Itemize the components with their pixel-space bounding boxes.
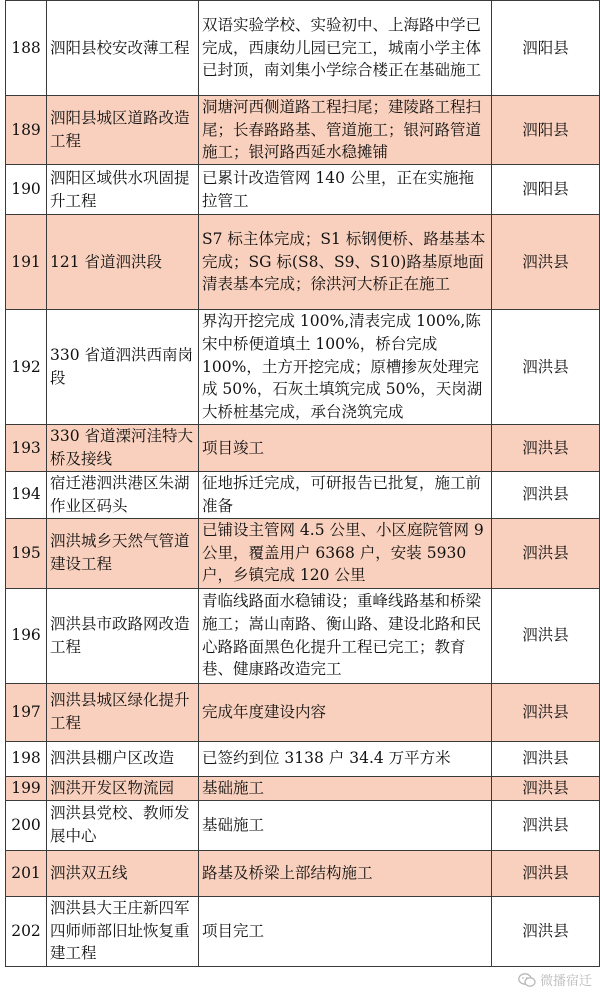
row-number: 189: [6, 96, 47, 165]
project-progress: 界沟开挖完成 100%,清表完成 100%,陈宋中桥便道填土 100%，桥台完成 100%，土方开挖完成；原槽掺灰处理完成 50%，石灰土填筑完成 50%，天岗湖大桥桩基完成，承台浇筑完成: [199, 310, 492, 425]
table-row: [6, 683, 600, 741]
row-number: 195: [6, 518, 47, 588]
project-location: 泗洪县: [492, 741, 600, 776]
project-progress: 征地拆迁完成，可研报告已批复，施工前准备: [199, 472, 492, 518]
project-name: 泗洪城乡天然气管道建设工程: [47, 518, 199, 588]
table-row: [6, 96, 600, 165]
project-progress: 已累计改造管网 140 公里，正在实施拖拉管工: [199, 165, 492, 215]
watermark: [518, 970, 592, 989]
project-name: 330 省道泗洪西南岗段: [47, 310, 199, 425]
project-name: 泗洪县市政路网改造工程: [47, 588, 199, 683]
row-number: 199: [6, 776, 47, 800]
project-location: 泗洪县: [492, 588, 600, 683]
table-row: [6, 472, 600, 518]
row-number: 196: [6, 588, 47, 683]
project-location: 泗洪县: [492, 518, 600, 588]
project-name: 泗阳县校安改薄工程: [47, 1, 199, 96]
project-name: 泗洪双五线: [47, 850, 199, 896]
project-progress: S7 标主体完成；S1 标钢便桥、路基基本完成；SG 标(S8、S9、S10)路基原地面清表基本完成；徐洪河大桥正在施工: [199, 215, 492, 310]
table-row: [6, 310, 600, 425]
project-location: 泗阳县: [492, 96, 600, 165]
project-location: 泗洪县: [492, 310, 600, 425]
project-progress: 基础施工: [199, 800, 492, 850]
project-name: 宿迁港泗洪港区朱湖作业区码头: [47, 472, 199, 518]
project-location: 泗阳县: [492, 165, 600, 215]
row-number: 188: [6, 1, 47, 96]
row-number: 194: [6, 472, 47, 518]
wechat-icon: [518, 972, 536, 988]
table-row: [6, 741, 600, 776]
project-progress: 项目竣工: [199, 425, 492, 472]
table-row: [6, 215, 600, 310]
row-number: 192: [6, 310, 47, 425]
table-row: [6, 425, 600, 472]
table-row: [6, 1, 600, 96]
project-progress: 双语实验学校、实验初中、上海路中学已完成，西康幼儿园已完工，城南小学主体已封顶，南刘集小学综合楼正在基础施工: [199, 1, 492, 96]
project-name: 泗洪县城区绿化提升工程: [47, 683, 199, 741]
project-name: 泗洪县棚户区改造: [47, 741, 199, 776]
project-progress: 完成年度建设内容: [199, 683, 492, 741]
row-number: 193: [6, 425, 47, 472]
project-name: 121 省道泗洪段: [47, 215, 199, 310]
project-location: 泗洪县: [492, 472, 600, 518]
row-number: 197: [6, 683, 47, 741]
row-number: 202: [6, 896, 47, 966]
project-location: 泗洪县: [492, 896, 600, 966]
project-name: 泗阳区域供水巩固提升工程: [47, 165, 199, 215]
watermark-text: 微播宿迁: [539, 974, 592, 989]
project-name: 泗洪开发区物流园: [47, 776, 199, 800]
table-row: [6, 850, 600, 896]
project-name: 泗洪县大王庄新四军四师师部旧址恢复重建工程: [47, 896, 199, 966]
project-location: 泗洪县: [492, 683, 600, 741]
project-progress: 路基及桥梁上部结构施工: [199, 850, 492, 896]
table-row: [6, 896, 600, 966]
project-table-body: [6, 1, 600, 967]
project-name: 泗洪县党校、教师发展中心: [47, 800, 199, 850]
row-number: 190: [6, 165, 47, 215]
project-progress: 已铺设主管网 4.5 公里、小区庭院管网 9 公里，覆盖用户 6368 户，安装 5930 户，乡镇完成 120 公里: [199, 518, 492, 588]
project-location: 泗洪县: [492, 850, 600, 896]
row-number: 200: [6, 800, 47, 850]
project-name: 330 省道溧河洼特大桥及接线: [47, 425, 199, 472]
project-location: 泗洪县: [492, 776, 600, 800]
project-location: 泗阳县: [492, 1, 600, 96]
project-progress: 洞塘河西侧道路工程扫尾；建陵路工程扫尾；长春路路基、管道施工；银河路管道施工；银河路西延水稳摊铺: [199, 96, 492, 165]
table-row: [6, 518, 600, 588]
table-row: [6, 165, 600, 215]
row-number: 201: [6, 850, 47, 896]
project-progress: 项目完工: [199, 896, 492, 966]
project-progress: 青临线路面水稳铺设；重峰线路基和桥梁施工；嵩山南路、衡山路、建设北路和民心路路面黑色化提升工程已完工；教育巷、健康路改造完工: [199, 588, 492, 683]
project-progress: 已签约到位 3138 户 34.4 万平方米: [199, 741, 492, 776]
project-progress: 基础施工: [199, 776, 492, 800]
project-location: 泗洪县: [492, 215, 600, 310]
project-name: 泗阳县城区道路改造工程: [47, 96, 199, 165]
row-number: 198: [6, 741, 47, 776]
table-row: [6, 776, 600, 800]
table-row: [6, 588, 600, 683]
row-number: 191: [6, 215, 47, 310]
project-table: [5, 0, 600, 967]
project-location: 泗洪县: [492, 425, 600, 472]
table-row: [6, 800, 600, 850]
project-location: 泗洪县: [492, 800, 600, 850]
